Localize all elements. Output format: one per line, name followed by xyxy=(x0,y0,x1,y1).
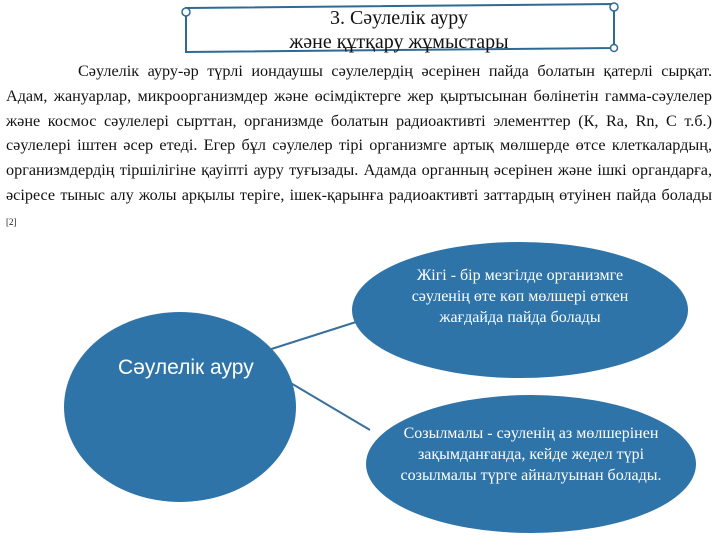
title-line-2: және құтқару жұмыстары xyxy=(289,31,509,53)
reference-marker: [2] xyxy=(6,216,17,227)
paragraph-text: Сәулелік ауру-әр түрлі иондаушы сәулелердің әсерінен пайда болатын қатерлі сырқат. Адам, жануарлар, микроорганизмдер және өсімдіктерге жер қыртысынан бөлінетін гамма-сәулелер және космос сәулелері сырттан, организмде болатын радиоактивті элементтер (К, Ra, Rn, C т.б.) сәулелері іштен әсер етеді. Егер бұл сәулелер тірі организмге артық мөлшерде өтсе клеткалардың, организмдердің тіршілігіне қауіпті ауру туғызады. Адамда органның әсерінен және ішкі органдарға, әсіресе тыныс алу жолы арқылы теріге, ішек-қарынға радиоактивті заттардың өтуінен пайда болады xyxy=(6,62,712,204)
title-line-1: 3. Сәулелік ауру xyxy=(329,7,469,29)
center-label: Сәулелік ауру xyxy=(118,356,254,379)
radiation-sickness-node xyxy=(64,312,296,502)
chronic-form-text: Созылмалы - сәуленің аз мөлшерінен зақымданғанда, кейде жедел түрі созылмалы түрге айналуынан болады. xyxy=(400,425,662,484)
connector-top xyxy=(262,322,356,352)
acute-form-text: Жігі - бір мезгілде организмге сәуленің өте көп мөлшері өткен жағдайда пайда болады xyxy=(411,267,629,326)
